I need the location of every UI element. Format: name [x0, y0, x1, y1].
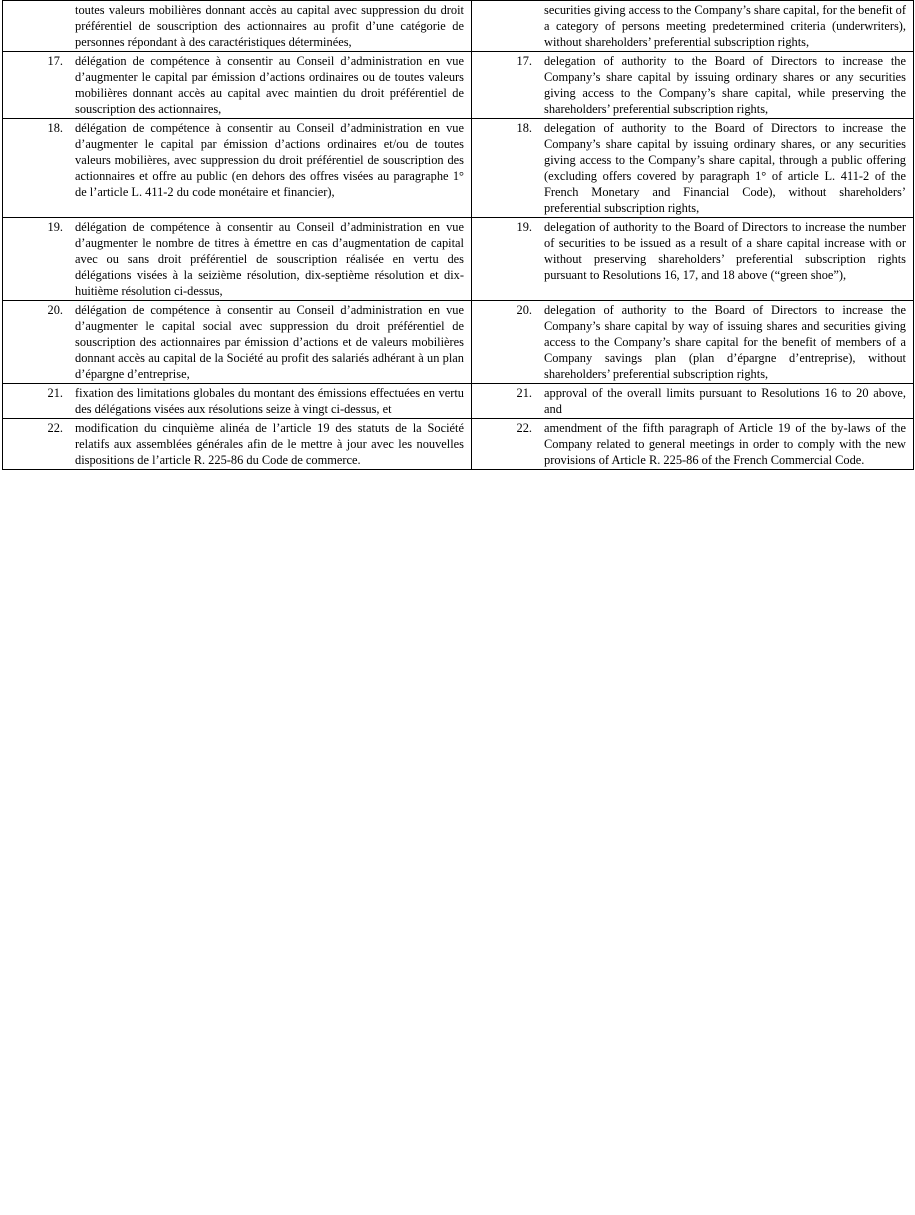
french-text: délégation de compétence à consentir au Conseil d’administration en vue d’augmenter le nombre de titres à émettre en cas d’augmentation de capital avec ou sans droit préférentiel de souscription réalisée en vertu des délégations visées à la seizième résolution, dix-septième résolution et dix-huitième résolution ci-dessus,: [75, 220, 464, 298]
french-cell: [3, 384, 472, 419]
french-text: modification du cinquième alinéa de l’article 19 des statuts de la Société relatifs aux assemblées générales afin de le mettre à jour avec les nouvelles dispositions de l’article R. 225-86 du Code de commerce.: [75, 421, 464, 467]
resolution-number: 21.: [516, 386, 532, 400]
resolution-number: 20.: [47, 303, 63, 317]
resolution-number: 19.: [516, 220, 532, 234]
french-cell: [3, 52, 472, 119]
english-cell: [472, 384, 914, 419]
table-row: [3, 1, 914, 52]
table-row: [3, 419, 914, 470]
table-row: [3, 119, 914, 218]
table-row: [3, 218, 914, 301]
english-cell: [472, 301, 914, 384]
resolution-number: 19.: [47, 220, 63, 234]
french-cell: [3, 1, 472, 52]
resolutions-table: [2, 0, 914, 470]
french-cell: [3, 419, 472, 470]
english-cell: [472, 218, 914, 301]
resolution-number: 20.: [516, 303, 532, 317]
english-cell: [472, 1, 914, 52]
english-text: delegation of authority to the Board of Directors to increase the Company’s share capital by issuing ordinary shares, or any securities giving access to the Company’s share capital, through a public offering (excluding offers covered by paragraph 1° of article L. 411-2 of the French Monetary and Financial Code), without shareholders’ preferential subscription rights,: [544, 121, 906, 215]
english-cell: [472, 52, 914, 119]
english-text: securities giving access to the Company’s share capital, for the benefit of a category of persons meeting predetermined criteria (underwriters), without shareholders’ preferential subscription rights,: [544, 3, 906, 49]
english-text: approval of the overall limits pursuant to Resolutions 16 to 20 above, and: [544, 386, 906, 416]
french-text: fixation des limitations globales du montant des émissions effectuées en vertu des délégations visées aux résolutions seize à vingt ci-dessus, et: [75, 386, 464, 416]
table-row: [3, 52, 914, 119]
table-row: [3, 301, 914, 384]
french-cell: [3, 301, 472, 384]
resolution-number: 17.: [47, 54, 63, 68]
english-text: amendment of the fifth paragraph of Article 19 of the by-laws of the Company related to general meetings in order to comply with the new provisions of Article R. 225-86 of the French Commercial Code.: [544, 421, 906, 467]
resolution-number: [472, 2, 544, 50]
french-text: délégation de compétence à consentir au Conseil d’administration en vue d’augmenter le capital par émission d’actions ordinaires ou de toutes valeurs mobilières donnant accès au capital avec maintien du droit préférentiel de souscription des actionnaires,: [75, 54, 464, 116]
english-cell: [472, 419, 914, 470]
document-page: [2, 0, 913, 470]
resolution-number: 22.: [47, 421, 63, 435]
resolution-number: 18.: [47, 121, 63, 135]
english-text: delegation of authority to the Board of Directors to increase the Company’s share capital by issuing ordinary shares or any securities giving access to the Company’s share capital, while preserving the shareholders’ preferential subscription rights,: [544, 54, 906, 116]
english-text: delegation of authority to the Board of Directors to increase the number of securities to be issued as a result of a share capital increase with or without preserving shareholders’ preferential subscription rights pursuant to Resolutions 16, 17, and 18 above (“green shoe”),: [544, 220, 906, 282]
resolutions-table-body: [3, 1, 914, 470]
table-row: [3, 384, 914, 419]
resolution-number: 18.: [516, 121, 532, 135]
french-cell: [3, 119, 472, 218]
french-text: délégation de compétence à consentir au Conseil d’administration en vue d’augmenter le capital par émission d’actions ordinaires et/ou de toutes valeurs mobilières, avec suppression du droit préférentiel de souscription des actionnaires et offre au public (en dehors des offres visées au paragraphe 1° de l’article L. 411-2 du code monétaire et financier),: [75, 121, 464, 199]
resolution-number: 22.: [516, 421, 532, 435]
resolution-number: 21.: [47, 386, 63, 400]
english-cell: [472, 119, 914, 218]
french-text: délégation de compétence à consentir au Conseil d’administration en vue d’augmenter le capital social avec suppression du droit préférentiel de souscription des actionnaires par émission d’actions et de valeurs mobilières donnant accès au capital de la Société au profit des salariés adhérant à un plan d’épargne d’entreprise,: [75, 303, 464, 381]
english-text: delegation of authority to the Board of Directors to increase the Company’s share capital by way of issuing shares and securities giving access to the Company’s share capital for the benefit of members of a Company savings plan (plan d’épargne d’entreprise), without shareholders’ preferential subscription rights,: [544, 303, 906, 381]
resolution-number: [3, 2, 75, 50]
french-text: toutes valeurs mobilières donnant accès au capital avec suppression du droit préférentiel de souscription des actionnaires au profit d’une catégorie de personnes répondant à des caractéristiques déterminées,: [75, 3, 464, 49]
french-cell: [3, 218, 472, 301]
resolution-number: 17.: [516, 54, 532, 68]
